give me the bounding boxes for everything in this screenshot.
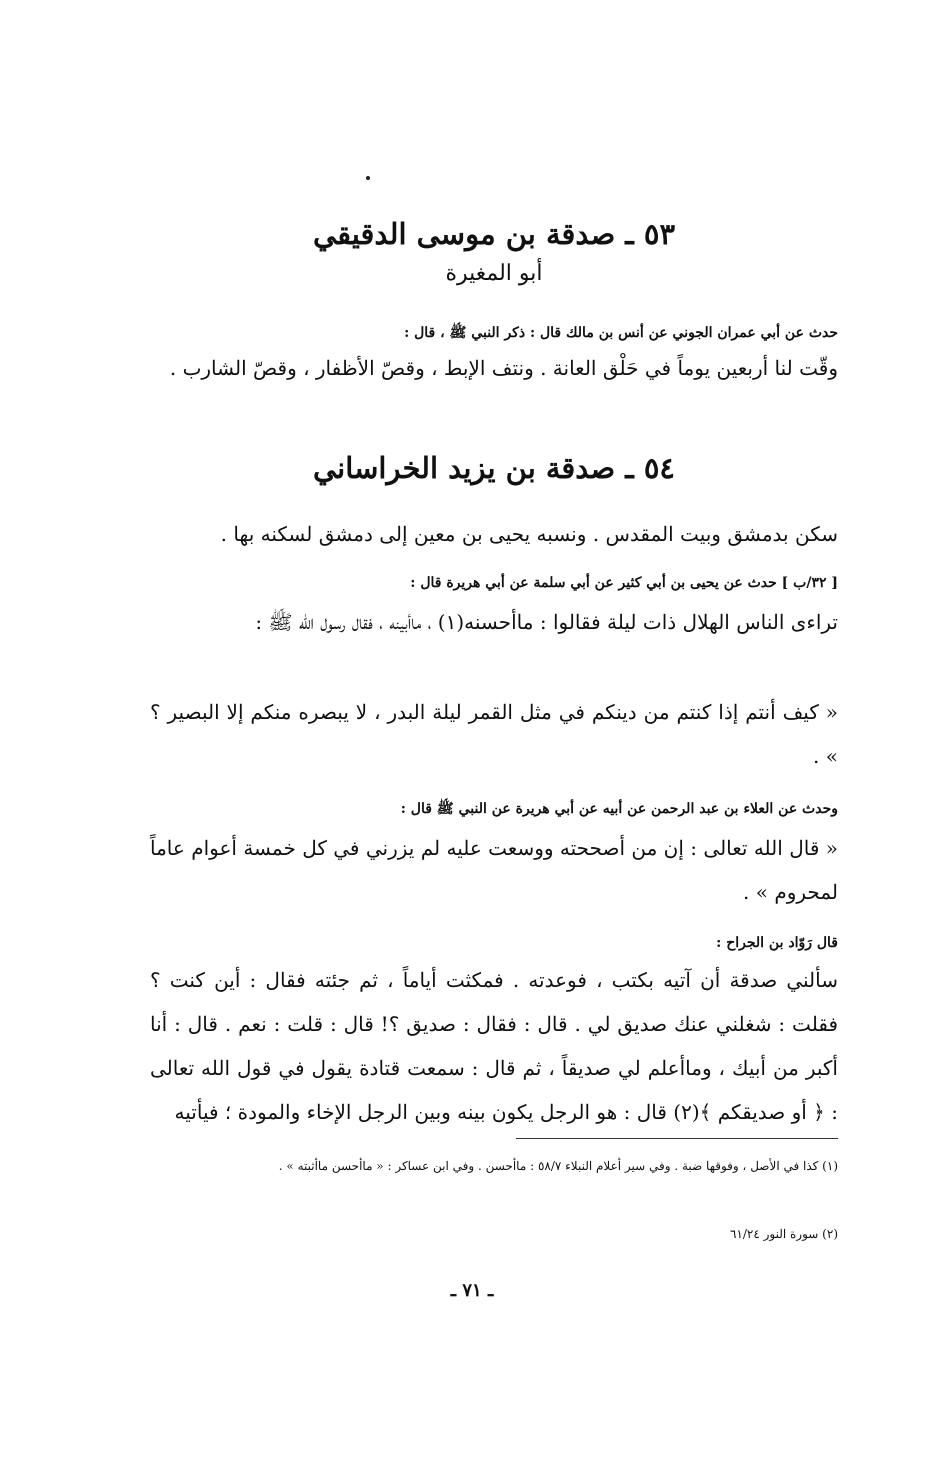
section-53-isnad: حدث عن أبي عمران الجوني عن أنس بن مالك قال : ذكر النبي ﷺ ، قال : bbox=[404, 325, 838, 341]
section-54-text-4: سألني صدقة أن آتيه بكتب ، فوعدته . فمكثت أياماً ، ثم جئته فقال : أين كنت ؟ فقلت : شغلني عنك صديق لي . قال : فقال : صديق ؟! قال : قلت : نعم . قال : أنا أكبر من أبيك ، وماأعلم لي صديقاً ، ثم قال : سمعت قتادة يقول في قول الله تعالى : ﴿ أو صديقكم ﴾(٢) قال : هو الرجل يكون بينه وبين الرجل الإخاء والمودة ؛ فيأتيه bbox=[150, 968, 838, 1124]
section-54-isnad-3: قال رَوّاد بن الجراح : bbox=[716, 935, 838, 951]
section-54-isnad-1: [ ٣٢/ب ] حدث عن يحيى بن أبي كثير عن أبي سلمة عن أبي هريرة قال : bbox=[410, 575, 838, 591]
page-number: ـ ٧١ ـ bbox=[450, 1280, 494, 1301]
section-54-intro: سكن بدمشق وبيت المقدس . ونسبه يحيى بن معين إلى دمشق لسكنه بها . bbox=[220, 522, 838, 546]
footnote-1: (١) كذا في الأصل ، وفوقها ضبة . وفي سير أعلام النبلاء ٥٨/٧ : ماأحسن . وفي ابن عساكر : « ماأحسن ماأثبته » . bbox=[278, 1159, 838, 1173]
section-53-text: وقّت لنا أربعين يوماً في حَلْق العانة . ونتف الإبط ، وقصّ الأظفار ، وقصّ الشارب . bbox=[169, 356, 838, 380]
section-54-title: ٥٤ ـ صدقة بن يزيد الخراساني bbox=[313, 451, 675, 485]
section-53-title: ٥٣ ـ صدقة بن موسى الدقيقي bbox=[312, 217, 676, 251]
section-54-text-1: تراءى الناس الهلال ذات ليلة فقالوا : ماأحسنه(١) ، ماأبينه ، فقال رسول الله ﷺ : bbox=[255, 610, 838, 634]
section-54-text-3: « قال الله تعالى : إن من أصححته ووسعت عليه لم يزرني في كل خمسة أعوام عاماً لمحروم » . bbox=[150, 836, 838, 904]
footnote-2: (٢) سورة النور ٦١/٢٤ bbox=[729, 1227, 838, 1241]
section-53-kunya: أبو المغيرة bbox=[445, 261, 543, 286]
section-54-text-2: « كيف أنتم إذا كنتم من دينكم في مثل القمر ليلة البدر ، لا يبصره منكم إلا البصير ؟ » . bbox=[150, 700, 838, 768]
footnote-divider bbox=[516, 1138, 838, 1139]
section-54-isnad-2: وحدث عن العلاء بن عبد الرحمن عن أبيه عن أبي هريرة عن النبي ﷺ قال : bbox=[400, 801, 838, 817]
ink-speck bbox=[366, 176, 370, 180]
